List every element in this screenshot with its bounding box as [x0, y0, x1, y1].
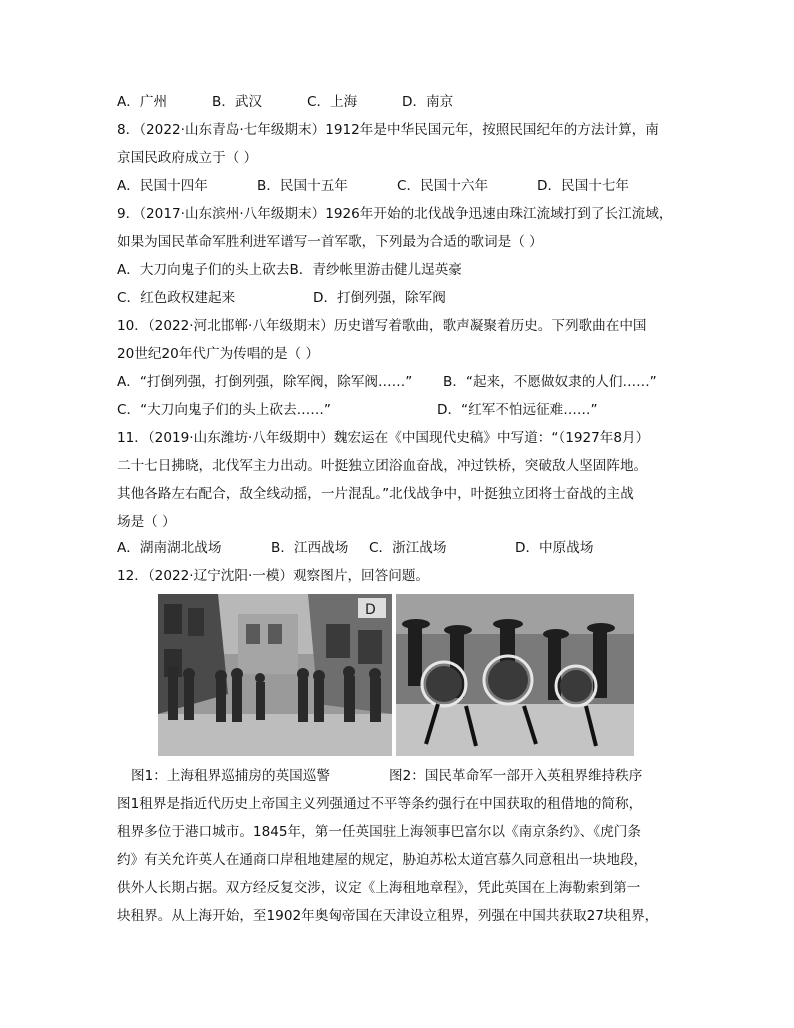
q8-option-d[interactable]: D．民国十七年 — [537, 178, 630, 194]
q9-options-row1 — [117, 260, 462, 280]
q11-stem-line2: 二十七日拂晓，北伐军主力出动。叶挺独立团浴血奋战，冲过铁桥，突破敌人坚固阵地。 — [117, 458, 648, 474]
q11-stem-line1: 11．（2019·山东潍坊·八年级期中）魏宏运在《中国现代史稿》中写道：“（1927年8月） — [117, 430, 650, 446]
q9-stem-line2: 如果为国民革命军胜利进军谱写一首军歌，下列最为合适的歌词是（ ） — [117, 234, 543, 250]
q10-options-row1 — [117, 372, 657, 392]
q12-para-line5: 块租界。从上海开始，至1902年奥匈帝国在天津设立租界，列强在中国共获取27块租界， — [117, 908, 659, 924]
q10-options-row2 — [117, 400, 598, 420]
q12-para-line4: 供外人长期占据。双方经反复交涉，议定《上海租地章程》，凭此英国在上海勒索到第一 — [117, 880, 641, 896]
figure-2-photo — [396, 594, 634, 756]
q12-para-line3: 约》有关允许英人在通商口岸租地建屋的规定，胁迫苏松太道宫慕久同意租出一块地段， — [117, 852, 648, 868]
q9-stem-line1: 9．（2017·山东滨州·八年级期末）1926年开始的北伐战争迅速由珠江流域打到了长江流域， — [117, 206, 673, 222]
q11-option-d[interactable]: D．中原战场 — [515, 540, 594, 556]
q9-option-b[interactable]: B．青纱帐里游击健儿逞英豪 — [289, 262, 462, 278]
q8-option-a[interactable]: A．民国十四年 — [117, 178, 208, 194]
q10-stem-line2: 20世纪20年代广为传唱的是（ ） — [117, 346, 320, 362]
q9-options-row2 — [117, 288, 446, 308]
q9-option-c[interactable]: C．红色政权建起来 — [117, 290, 236, 306]
q9-option-d[interactable]: D．打倒列强，除军阀 — [313, 290, 446, 306]
q11-option-c[interactable]: C．浙江战场 — [369, 540, 447, 556]
q11-option-b[interactable]: B．江西战场 — [271, 540, 349, 556]
q8-option-b[interactable]: B．民国十五年 — [257, 178, 348, 194]
q8-stem-line1: 8．（2022·山东青岛·七年级期末）1912年是中华民国元年，按照民国纪年的方法计算，南 — [117, 122, 659, 138]
q12-stem: 12．（2022·辽宁沈阳·一模）观察图片，回答问题。 — [117, 568, 430, 584]
q8-stem-line2: 京国民政府成立于（ ） — [117, 150, 258, 166]
q11-stem-line3: 其他各路左右配合，敌全线动摇，一片混乱。”北伐战争中，叶挺独立团将士奋战的主战 — [117, 486, 634, 502]
q7-option-d[interactable]: D．南京 — [402, 94, 454, 110]
street-police-illustration — [158, 594, 392, 756]
q10-stem-line1: 10．（2022·河北邯郸·八年级期末）历史谱写着歌曲，歌声凝聚着历史。下列歌曲在中国 — [117, 318, 647, 334]
q12-para-line2: 租界多位于港口城市。1845年，第一任英国驻上海领事巴富尔以《南京条约》、《虎门条 — [117, 824, 641, 840]
q11-stem-line4: 场是（ ） — [117, 514, 176, 530]
q8-option-c[interactable]: C．民国十六年 — [397, 178, 489, 194]
q7-option-b[interactable]: B．武汉 — [212, 94, 263, 110]
q10-option-a[interactable]: A．“打倒列强，打倒列强，除军阀，除军阀……” — [117, 374, 413, 390]
figure-1-photo — [158, 594, 392, 756]
q11-options — [117, 538, 593, 558]
figure-2-caption: 图2：国民革命军一部开入英租界维持秩序 — [389, 768, 643, 784]
figure-1-caption: 图1：上海租界巡捕房的英国巡警 — [131, 768, 330, 784]
q12-para-line1: 图1租界是指近代历史上帝国主义列强通过不平等条约强行在中国获取的租借地的简称， — [117, 796, 643, 812]
q9-option-a[interactable]: A．大刀向鬼子们的头上砍去 — [117, 262, 290, 278]
q11-option-a[interactable]: A．湖南湖北战场 — [117, 540, 222, 556]
q7-option-c[interactable]: C．上海 — [307, 94, 358, 110]
q10-option-b[interactable]: B．“起来，不愿做奴隶的人们……” — [443, 374, 657, 390]
q7-option-a[interactable]: A．广州 — [117, 94, 168, 110]
q7-options — [117, 92, 453, 112]
marching-soldiers-illustration — [396, 594, 634, 756]
q10-option-d[interactable]: D．“红军不怕远征难……” — [437, 402, 598, 418]
q8-options — [117, 176, 629, 196]
q10-option-c[interactable]: C．“大刀向鬼子们的头上砍去……” — [117, 402, 331, 418]
svg-text:D: D — [365, 602, 376, 618]
